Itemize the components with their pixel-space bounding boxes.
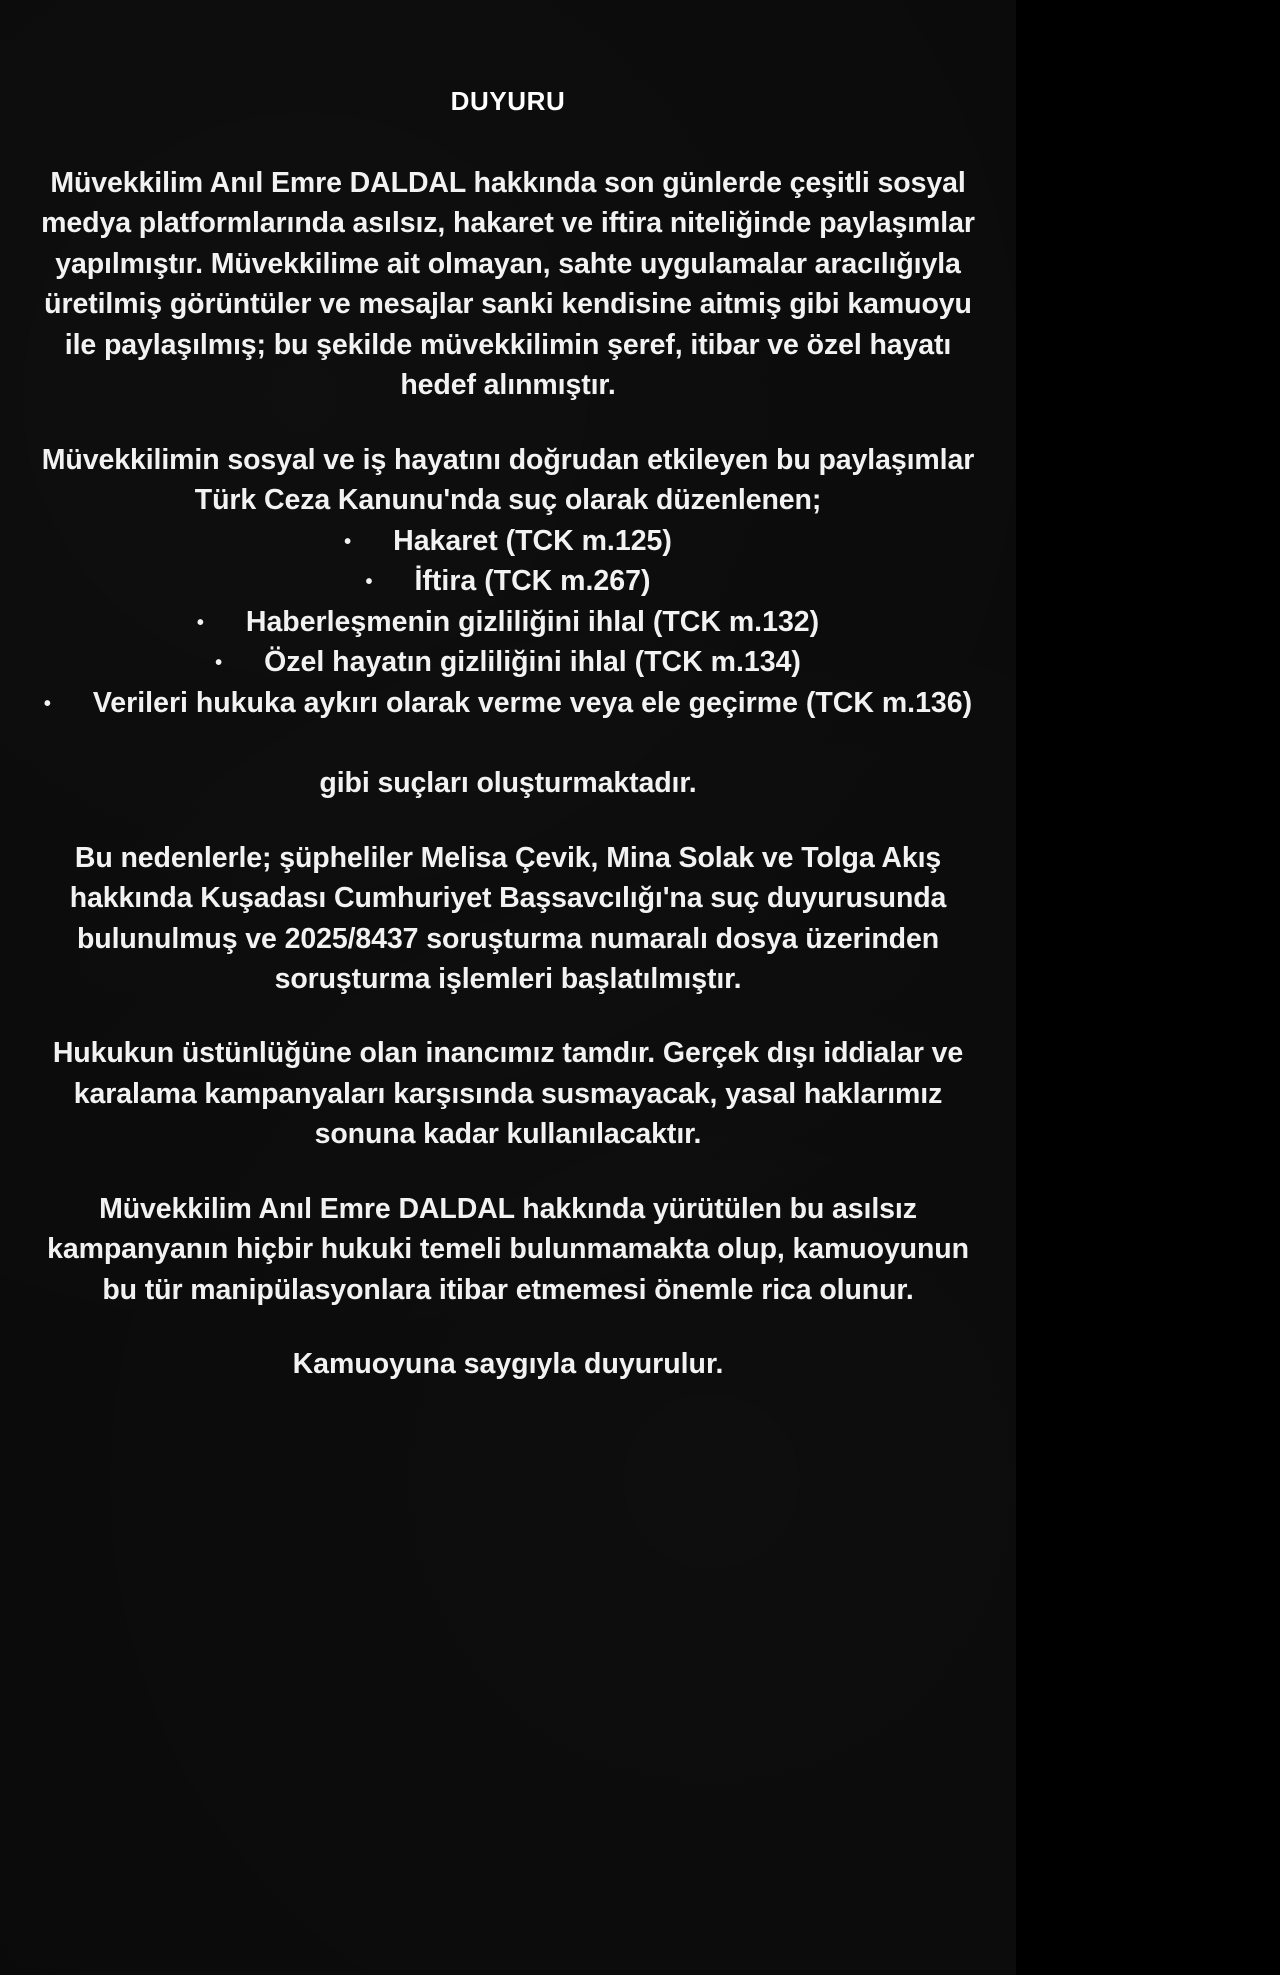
paragraph-rule-of-law: Hukukun üstünlüğüne olan inancımız tamdır. Gerçek dışı iddialar ve karalama kampanyaları karşısında susmayacak, yasal haklarımız sonuna kadar kullanılacaktır. [52, 1037, 964, 1151]
paragraph-intro: Müvekkilim Anıl Emre DALDAL hakkında son günlerde çeşitli sosyal medya platformlarında asılsız, hakaret ve iftira niteliğinde paylaşımlar yapılmıştır. Müvekkilime ait olmayan, sahte uygulamalar aracılığıyla üretilmiş görüntüler ve mesajlar sanki kendisine aitmiş gibi kamuoyu ile paylaşılmış; bu şekilde müvekkilimin şeref, itibar ve özel hayatı hedef alınmıştır. [41, 167, 975, 402]
offense-label: İftira (TCK m.267) [414, 565, 651, 598]
offense-label: Hakaret (TCK m.125) [393, 524, 672, 557]
paragraph-complaint: Bu nedenlerle; şüpheliler Melisa Çevik, Mina Solak ve Tolga Akış hakkında Kuşadası Cumhuriyet Başsavcılığı'na suç duyurusunda bulunulmuş ve 2025/8437 soruşturma numaralı dosya üzerinden soruşturma işlemleri başlatılmıştır. [69, 841, 947, 995]
list-item [40, 561, 976, 601]
bullet-icon: • [344, 531, 352, 554]
paragraph-after-list: gibi suçları oluşturmaktadır. [319, 767, 697, 800]
closing-line: Kamuoyuna saygıyla duyurulur. [292, 1348, 724, 1381]
spacer [40, 723, 976, 763]
offense-label: Özel hayatın gizliliğini ihlal (TCK m.134) [264, 646, 801, 679]
bullet-icon: • [43, 692, 51, 715]
list-item [40, 683, 976, 723]
list-item [40, 642, 976, 682]
bullet-icon: • [215, 652, 223, 675]
paragraph-offense-lead: Müvekkilimin sosyal ve iş hayatını doğrudan etkileyen bu paylaşımlar Türk Ceza Kanunu'nda suç olarak düzenlenen; [41, 443, 975, 517]
list-item [40, 602, 976, 642]
page-title: DUYURU [450, 86, 566, 116]
list-item [40, 521, 976, 561]
offense-label: Verileri hukuka aykırı olarak verme veya ele geçirme (TCK m.136) [92, 686, 973, 719]
offense-label: Haberleşmenin gizliliğini ihlal (TCK m.132) [245, 605, 820, 638]
paragraph-no-legal-basis: Müvekkilim Anıl Emre DALDAL hakkında yürütülen bu asılsız kampanyanın hiçbir hukuki temeli bulunmamakta olup, kamuoyunun bu tür manipülasyonlara itibar etmemesi önemle rica olunur. [47, 1192, 969, 1306]
bullet-icon: • [196, 611, 204, 634]
bullet-icon: • [365, 571, 373, 594]
offense-list [40, 521, 976, 723]
